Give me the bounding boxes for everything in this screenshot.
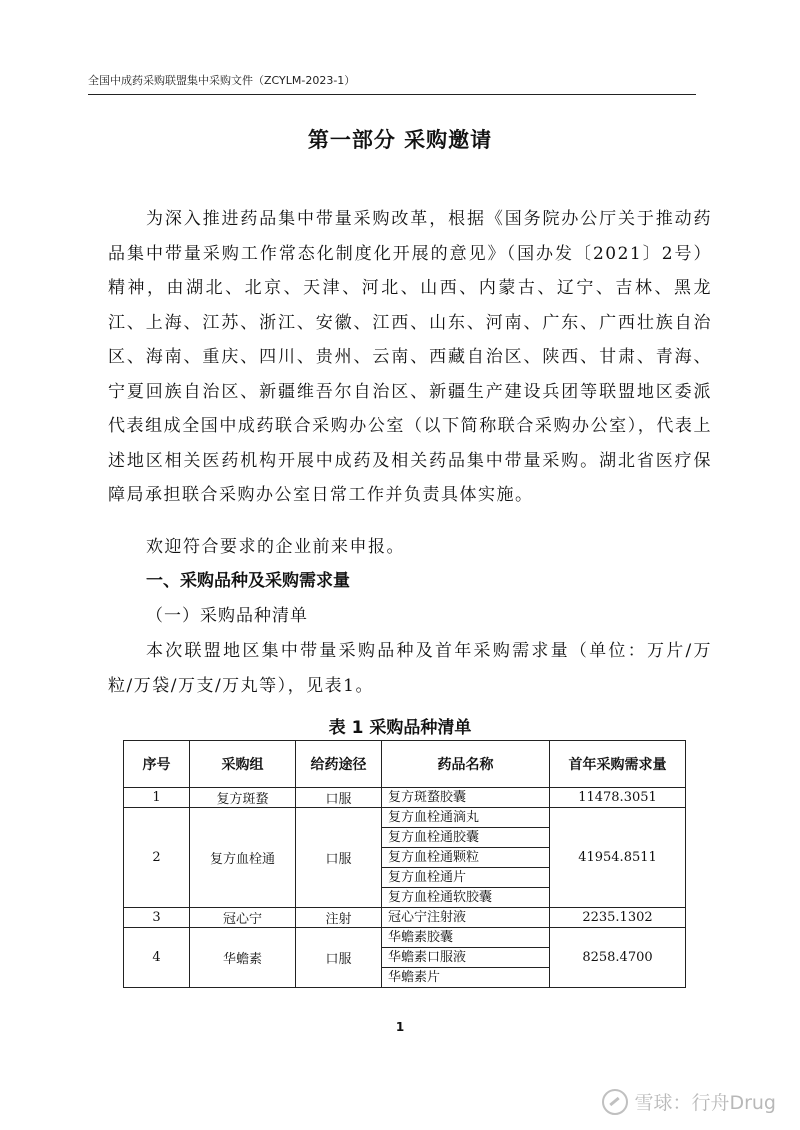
- drug-name: 华蟾素片: [388, 970, 441, 985]
- table-row: [124, 788, 686, 808]
- col-header-demand: 首年采购需求量: [550, 741, 686, 788]
- cell-route: 注射: [296, 908, 382, 928]
- procurement-table: [123, 740, 686, 988]
- drug-name: 复方血栓通片: [382, 868, 549, 888]
- cell-no: 4: [124, 928, 190, 988]
- snowball-logo-icon: [602, 1089, 628, 1115]
- table-intro-paragraph: 本次联盟地区集中带量采购品种及首年采购需求量（单位：万片/万粒/万袋/万支/万丸等），见表1。: [108, 641, 712, 696]
- welcome-paragraph: 欢迎符合要求的企业前来申报。: [146, 537, 405, 557]
- drug-name: 华蟾素胶囊: [382, 928, 549, 948]
- cell-drugs: [382, 808, 550, 908]
- page-title: 第一部分 采购邀请: [307, 128, 493, 152]
- col-header-group: 采购组: [190, 741, 296, 788]
- cell-drugs: [382, 928, 550, 988]
- drug-name: 复方血栓通胶囊: [382, 828, 549, 848]
- drug-name: 复方血栓通软胶囊: [388, 890, 493, 905]
- cell-group: 复方血栓通: [190, 808, 296, 908]
- table-title: 表 1 采购品种清单: [328, 718, 472, 738]
- table-row: [124, 928, 686, 988]
- section-heading: 一、采购品种及采购需求量: [146, 571, 350, 591]
- drug-name: 复方斑蝥胶囊: [388, 790, 467, 805]
- table-row: [124, 908, 686, 928]
- watermark-text: 雪球：行舟Drug: [634, 1092, 776, 1114]
- col-header-drug: 药品名称: [382, 741, 550, 788]
- cell-drugs: [382, 908, 550, 928]
- cell-demand: 2235.1302: [550, 908, 686, 928]
- drug-name: 冠心宁注射液: [388, 910, 467, 925]
- page-number: 1: [395, 1020, 405, 1034]
- cell-route: 口服: [296, 808, 382, 908]
- cell-route: 口服: [296, 788, 382, 808]
- subsection-heading: （一）采购品种清单: [146, 606, 308, 626]
- cell-no: 2: [124, 808, 190, 908]
- col-header-no: 序号: [124, 741, 190, 788]
- table-row: [124, 808, 686, 908]
- cell-group: 复方斑蝥: [190, 788, 296, 808]
- cell-no: 3: [124, 908, 190, 928]
- cell-group: 华蟾素: [190, 928, 296, 988]
- document-header: 全国中成药采购联盟集中采购文件（ZCYLM-2023-1）: [88, 72, 696, 95]
- cell-demand: 41954.8511: [550, 808, 686, 908]
- intro-paragraph: 为深入推进药品集中带量采购改革，根据《国务院办公厅关于推动药品集中带量采购工作常态化制度化开展的意见》（国办发〔2021〕2号）精神，由湖北、北京、天津、河北、山西、内蒙古、辽宁、吉林、黑龙江、上海、江苏、浙江、安徽、江西、山东、河南、广东、广西壮族自治区、海南、重庆、四川、贵州、云南、西藏自治区、陕西、甘肃、青海、宁夏回族自治区、新疆维吾尔自治区、新疆生产建设兵团等联盟地区委派代表组成全国中成药联合采购办公室（以下简称联合采购办公室），代表上述地区相关医药机构开展中成药及相关药品集中带量采购。湖北省医疗保障局承担联合采购办公室日常工作并负责具体实施。: [108, 209, 712, 505]
- watermark: [602, 1088, 776, 1115]
- drug-name: 复方血栓通滴丸: [382, 808, 549, 828]
- cell-demand: 11478.3051: [550, 788, 686, 808]
- drug-name: 华蟾素口服液: [382, 948, 549, 968]
- cell-no: 1: [124, 788, 190, 808]
- cell-drugs: [382, 788, 550, 808]
- cell-group: 冠心宁: [190, 908, 296, 928]
- col-header-route: 给药途径: [296, 741, 382, 788]
- cell-route: 口服: [296, 928, 382, 988]
- table-header-row: [124, 741, 686, 788]
- drug-name: 复方血栓通颗粒: [382, 848, 549, 868]
- cell-demand: 8258.4700: [550, 928, 686, 988]
